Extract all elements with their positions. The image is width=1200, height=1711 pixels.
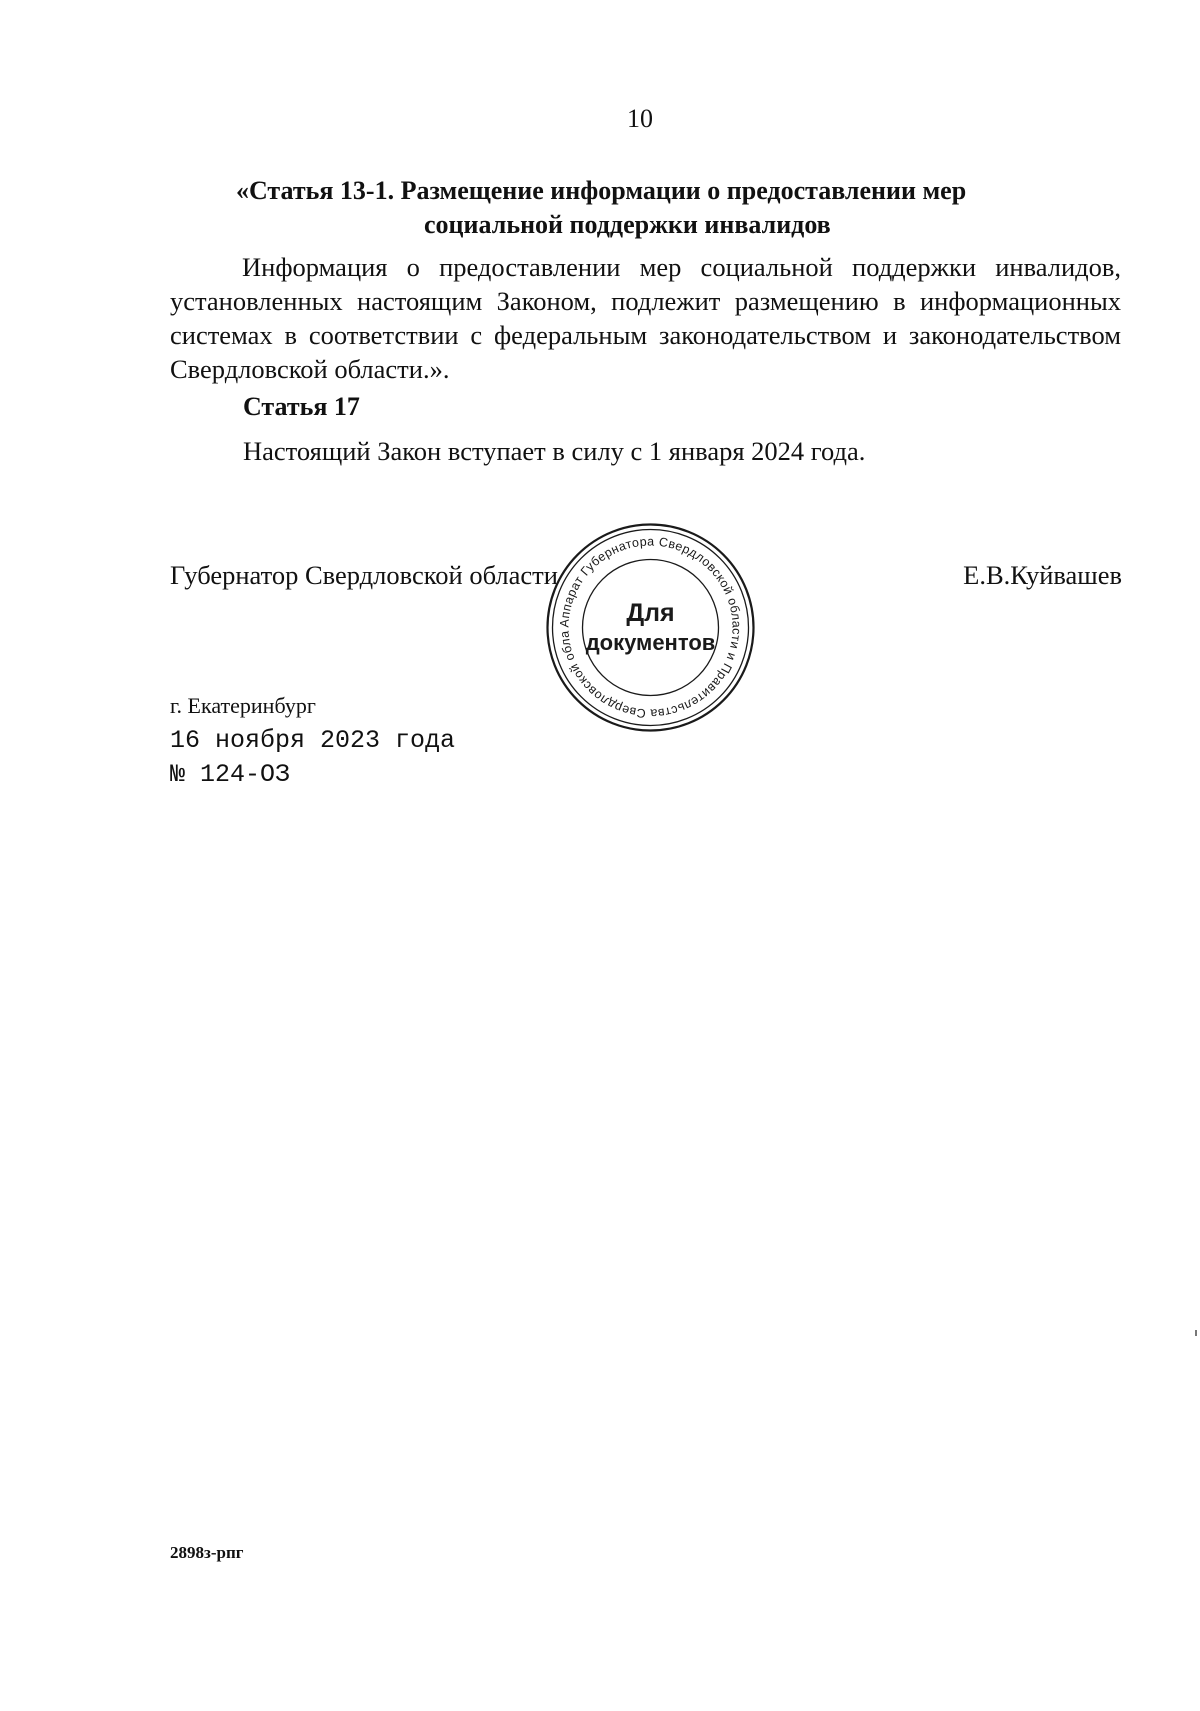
article-13-1-heading (236, 174, 1076, 242)
article-13-1-heading-line2: социальной поддержки инвалидов (424, 210, 831, 239)
stamp-center-line2: документов (585, 630, 716, 655)
scan-speck (1195, 1330, 1197, 1336)
governor-name: Е.В.Куйвашев (963, 560, 1122, 590)
stamp-seal-icon (543, 520, 758, 735)
signing-place: г. Екатеринбург (170, 693, 316, 718)
article-13-1-text: Информация о предоставлении мер социальной поддержки инвалидов, установленных настоящим Законом, подлежит размещению в информационных системах в соответствии с федеральным законодательством и законодательством Свердловской области.». (170, 252, 1121, 384)
official-stamp (543, 520, 758, 735)
signing-date: 16 ноября 2023 года (170, 726, 456, 755)
stamp-center-line1: Для (626, 599, 675, 627)
article-17-text: Настоящий Закон вступает в силу с 1 января 2024 года. (243, 436, 866, 466)
document-code: 2898з-рпг (170, 1543, 244, 1562)
governor-title: Губернатор Свердловской области (170, 560, 558, 590)
page-number: 10 (627, 104, 653, 133)
law-number: № 124-ОЗ (170, 760, 291, 789)
article-17-title: Статья 17 (243, 392, 360, 421)
stamp-ring-text: Аппарат Губернатора Свердловской области и Правительства Свердловской обла (557, 534, 744, 721)
article-13-1-heading-line1: «Статья 13-1. Размещение информации о предоставлении мер (236, 176, 967, 205)
